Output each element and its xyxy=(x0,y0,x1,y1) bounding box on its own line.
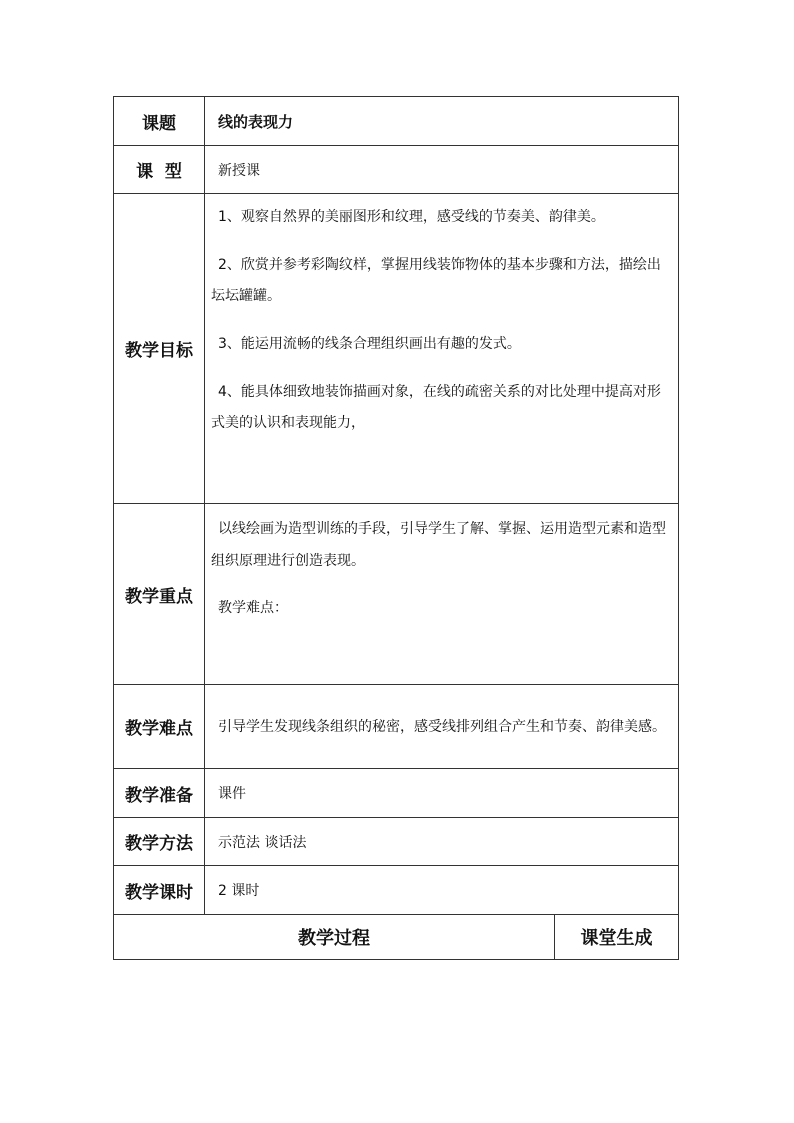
row-difficulties xyxy=(114,685,679,769)
difficulties-label: 教学难点 xyxy=(114,685,205,769)
row-key-points xyxy=(114,504,679,685)
hours-value: 2 课时 xyxy=(205,866,679,915)
row-method xyxy=(114,818,679,866)
key-points-text: 以线绘画为造型训练的手段，引导学生了解、掌握、运用造型元素和造型组织原理进行创造表现。 xyxy=(211,521,666,569)
method-value: 示范法 谈话法 xyxy=(205,818,679,866)
key-points-content xyxy=(205,504,679,685)
objective-item-3: 3、能运用流畅的线条合理组织画出有趣的发式。 xyxy=(218,336,521,352)
lesson-plan-table xyxy=(113,96,679,960)
preparation-value: 课件 xyxy=(205,769,679,818)
key-points-sublabel: 教学难点： xyxy=(218,600,288,616)
row-type xyxy=(114,146,679,194)
row-preparation xyxy=(114,769,679,818)
objectives-label: 教学目标 xyxy=(114,194,205,504)
type-label: 课 型 xyxy=(114,146,205,194)
key-points-label: 教学重点 xyxy=(114,504,205,685)
objectives-content xyxy=(205,194,679,504)
type-value: 新授课 xyxy=(205,146,679,194)
row-topic xyxy=(114,97,679,146)
teaching-process-header: 教学过程 xyxy=(114,915,555,960)
difficulties-text: 引导学生发现线条组织的秘密，感受线排列组合产生和节奏、韵律美感。 xyxy=(218,718,666,735)
hours-label: 教学课时 xyxy=(114,866,205,915)
preparation-label: 教学准备 xyxy=(114,769,205,818)
method-label: 教学方法 xyxy=(114,818,205,866)
topic-label: 课题 xyxy=(114,97,205,146)
objective-item-4: 4、能具体细致地装饰描画对象，在线的疏密关系的对比处理中提高对形式美的认识和表现能力， xyxy=(211,384,661,431)
objective-item-2: 2、欣赏并参考彩陶纹样，掌握用线装饰物体的基本步骤和方法，描绘出坛坛罐罐。 xyxy=(211,257,661,304)
topic-value: 线的表现力 xyxy=(205,97,679,146)
row-objectives xyxy=(114,194,679,504)
objective-item-1: 1、观察自然界的美丽图形和纹理，感受线的节奏美、韵律美。 xyxy=(218,209,605,225)
class-generation-header: 课堂生成 xyxy=(555,915,679,960)
row-hours xyxy=(114,866,679,915)
row-footer xyxy=(114,915,679,960)
difficulties-content xyxy=(205,685,679,769)
